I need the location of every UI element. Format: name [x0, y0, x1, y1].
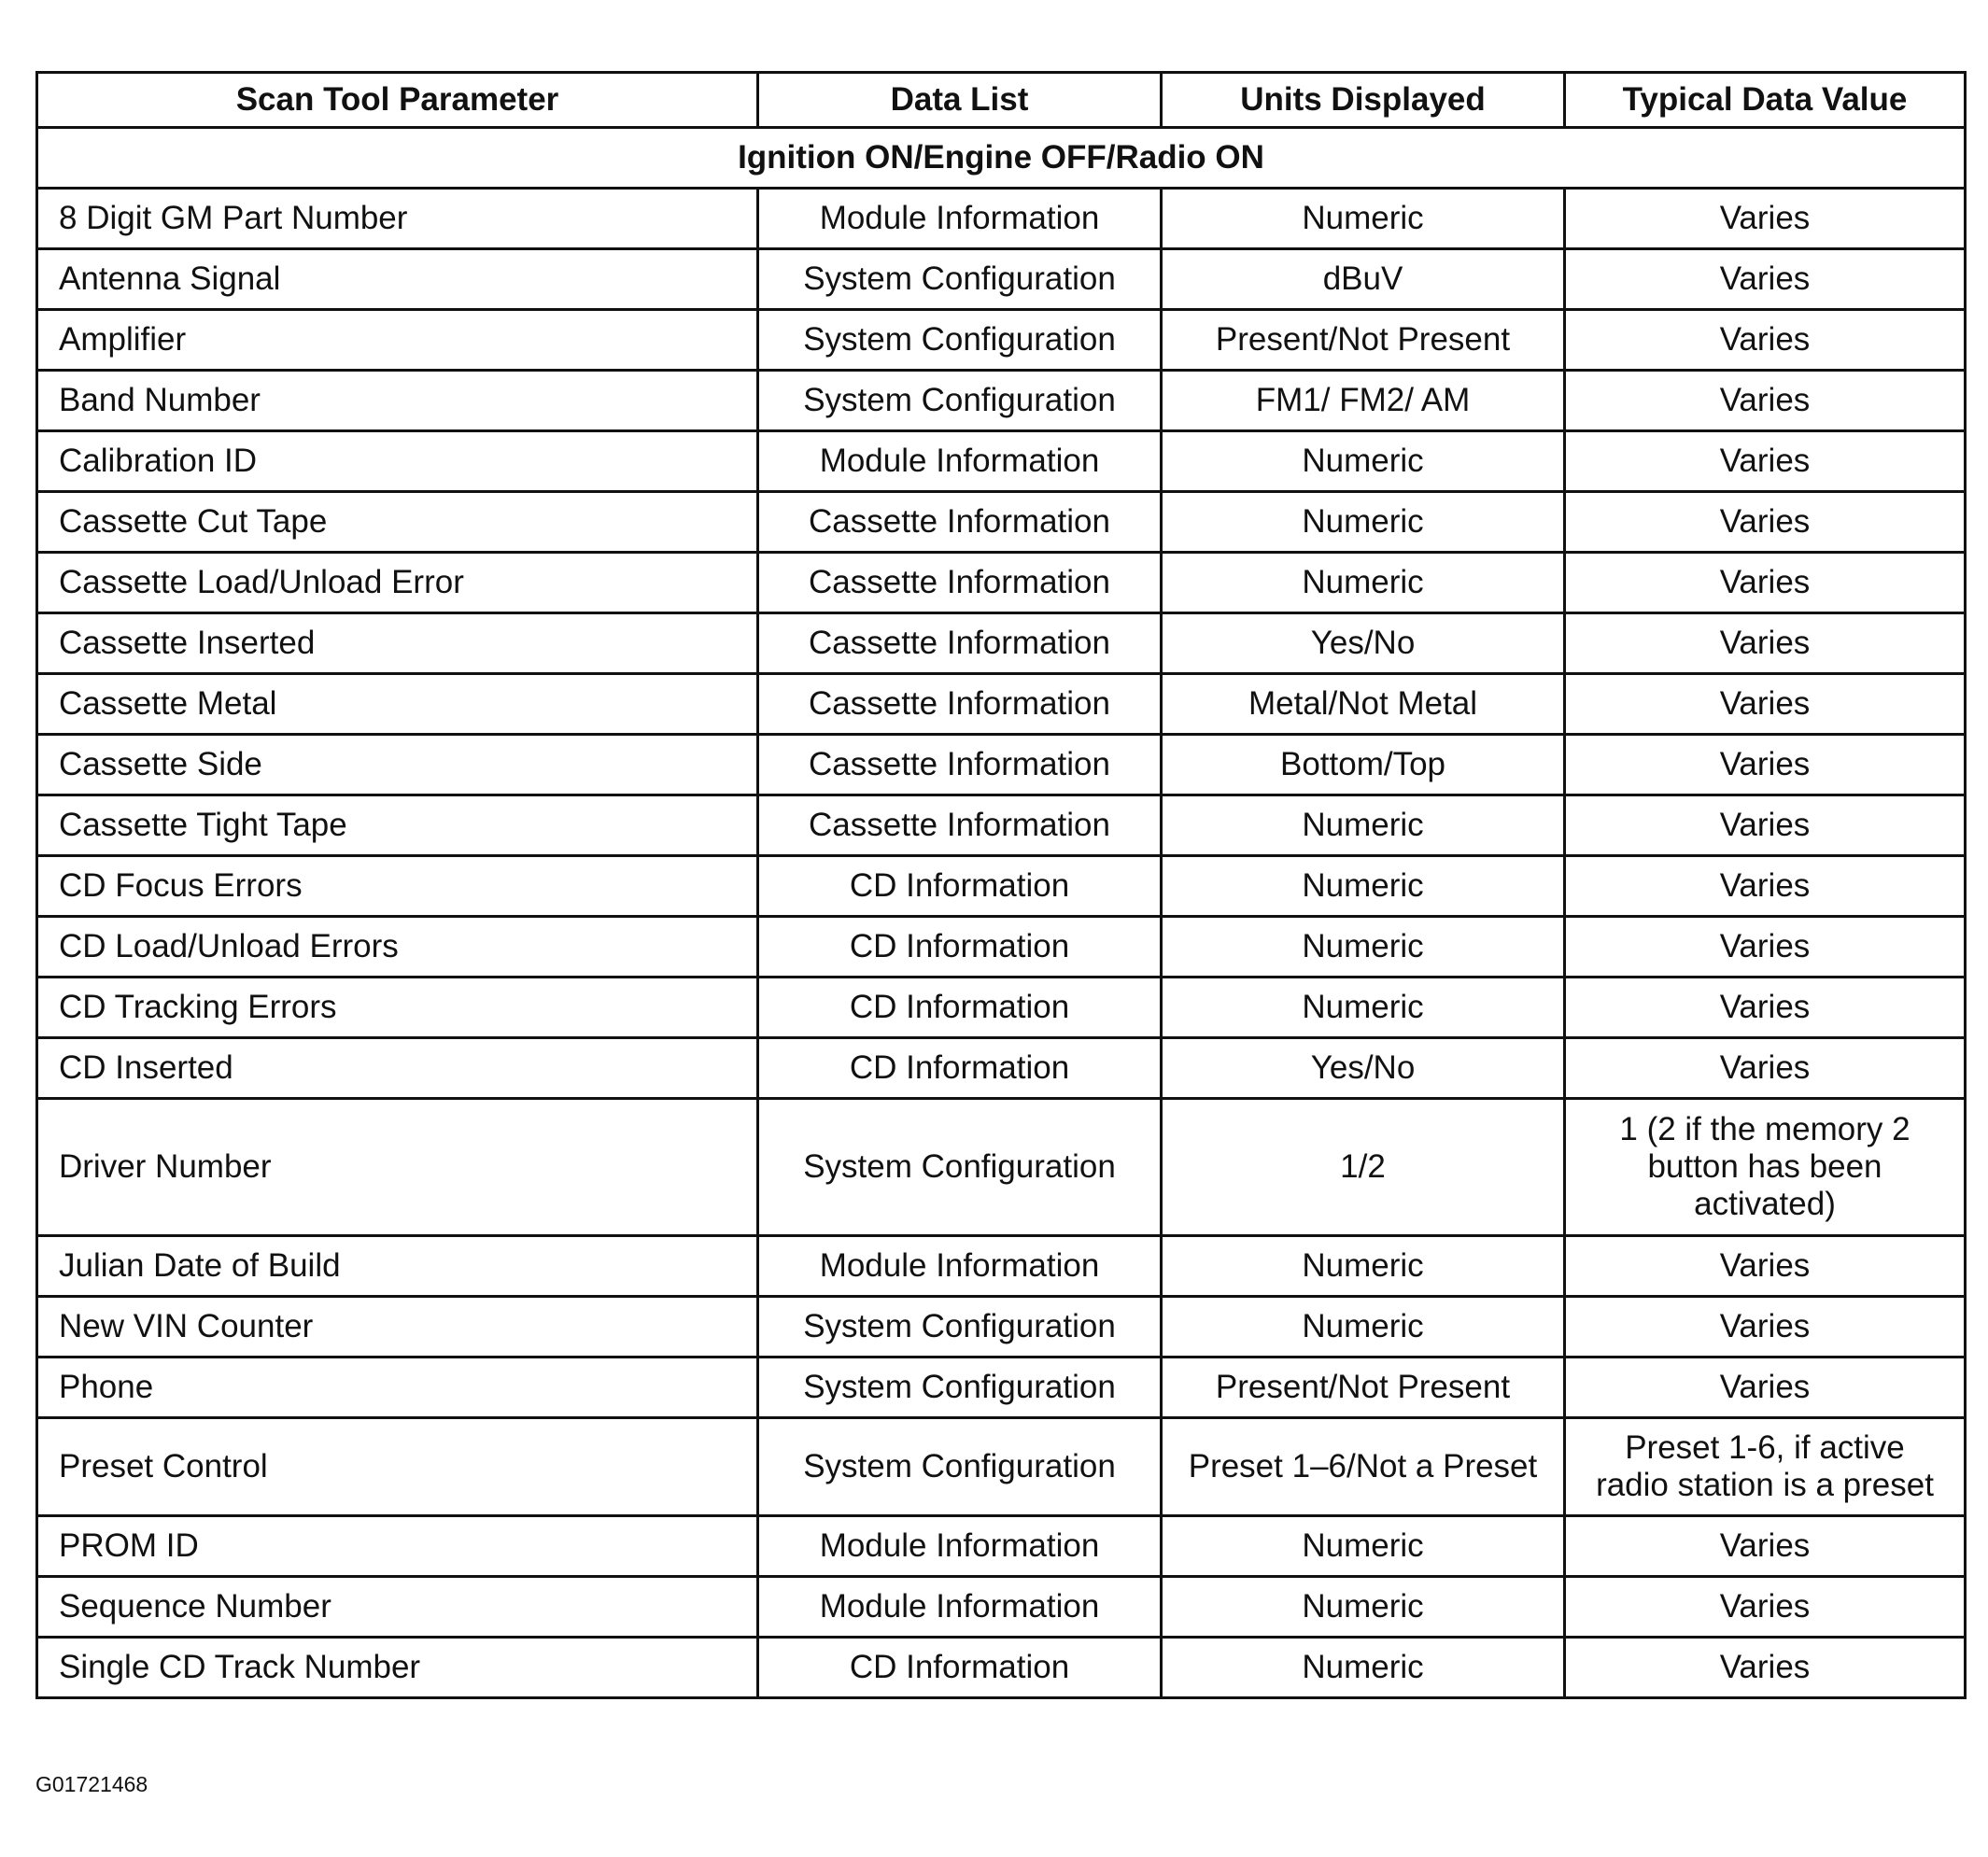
cell-parameter: Phone [37, 1358, 758, 1418]
cell-units: Yes/No [1162, 1038, 1565, 1099]
cell-units: Numeric [1162, 795, 1565, 856]
cell-parameter: Preset Control [37, 1418, 758, 1516]
table-row [37, 249, 1966, 310]
cell-data-list: Module Information [758, 189, 1162, 249]
cell-units: 1/2 [1162, 1099, 1565, 1236]
table-row [37, 856, 1966, 917]
cell-data-list: Module Information [758, 1236, 1162, 1297]
cell-data-list: System Configuration [758, 249, 1162, 310]
cell-data-list: System Configuration [758, 310, 1162, 371]
cell-parameter: Cassette Side [37, 735, 758, 795]
table-row [37, 1297, 1966, 1358]
figure-id: G01721468 [35, 1772, 148, 1796]
cell-typical-value: Preset 1-6, if active radio station is a preset [1565, 1418, 1966, 1516]
data-table [35, 71, 1967, 1699]
cell-units: FM1/ FM2/ AM [1162, 371, 1565, 431]
cell-data-list: CD Information [758, 917, 1162, 978]
cell-parameter: Antenna Signal [37, 249, 758, 310]
cell-data-list: System Configuration [758, 1358, 1162, 1418]
cell-units: Yes/No [1162, 613, 1565, 674]
table-row [37, 795, 1966, 856]
cell-data-list: Cassette Information [758, 553, 1162, 613]
cell-typical-value: Varies [1565, 1577, 1966, 1638]
cell-parameter: Sequence Number [37, 1577, 758, 1638]
cell-parameter: CD Inserted [37, 1038, 758, 1099]
cell-units: Numeric [1162, 1638, 1565, 1698]
header-scan-tool-parameter: Scan Tool Parameter [37, 73, 758, 128]
cell-data-list: System Configuration [758, 1099, 1162, 1236]
table-row [37, 674, 1966, 735]
cell-typical-value: Varies [1565, 310, 1966, 371]
cell-units: dBuV [1162, 249, 1565, 310]
cell-units: Bottom/Top [1162, 735, 1565, 795]
cell-typical-value: Varies [1565, 1038, 1966, 1099]
cell-data-list: Cassette Information [758, 613, 1162, 674]
header-units-displayed: Units Displayed [1162, 73, 1565, 128]
cell-parameter: CD Focus Errors [37, 856, 758, 917]
table-row [37, 1236, 1966, 1297]
cell-typical-value: Varies [1565, 674, 1966, 735]
cell-data-list: CD Information [758, 1038, 1162, 1099]
cell-data-list: Cassette Information [758, 492, 1162, 553]
table-row [37, 553, 1966, 613]
cell-data-list: System Configuration [758, 371, 1162, 431]
cell-typical-value: Varies [1565, 553, 1966, 613]
cell-units: Present/Not Present [1162, 310, 1565, 371]
cell-typical-value: Varies [1565, 795, 1966, 856]
cell-units: Numeric [1162, 978, 1565, 1038]
header-typical-data-value: Typical Data Value [1565, 73, 1966, 128]
cell-units: Numeric [1162, 856, 1565, 917]
cell-typical-value: Varies [1565, 917, 1966, 978]
cell-units: Numeric [1162, 1236, 1565, 1297]
cell-data-list: Module Information [758, 1516, 1162, 1577]
cell-typical-value: Varies [1565, 492, 1966, 553]
cell-typical-value: Varies [1565, 1358, 1966, 1418]
cell-parameter: New VIN Counter [37, 1297, 758, 1358]
cell-parameter: Cassette Inserted [37, 613, 758, 674]
table-row [37, 371, 1966, 431]
cell-parameter: CD Tracking Errors [37, 978, 758, 1038]
section-row [37, 128, 1966, 189]
cell-units: Numeric [1162, 1297, 1565, 1358]
cell-parameter: 8 Digit GM Part Number [37, 189, 758, 249]
cell-parameter: PROM ID [37, 1516, 758, 1577]
cell-typical-value: Varies [1565, 1516, 1966, 1577]
cell-data-list: Module Information [758, 1577, 1162, 1638]
cell-parameter: CD Load/Unload Errors [37, 917, 758, 978]
cell-units: Preset 1–6/Not a Preset [1162, 1418, 1565, 1516]
cell-typical-value: Varies [1565, 431, 1966, 492]
cell-parameter: Cassette Metal [37, 674, 758, 735]
table-row [37, 492, 1966, 553]
cell-units: Metal/Not Metal [1162, 674, 1565, 735]
cell-parameter: Cassette Load/Unload Error [37, 553, 758, 613]
cell-typical-value: Varies [1565, 978, 1966, 1038]
cell-parameter: Cassette Tight Tape [37, 795, 758, 856]
table-row [37, 1418, 1966, 1516]
cell-units: Numeric [1162, 1516, 1565, 1577]
cell-data-list: Module Information [758, 431, 1162, 492]
table-row [37, 1358, 1966, 1418]
scan-tool-data-table [35, 71, 1964, 1699]
table-row [37, 917, 1966, 978]
cell-data-list: System Configuration [758, 1418, 1162, 1516]
cell-data-list: Cassette Information [758, 795, 1162, 856]
cell-parameter: Calibration ID [37, 431, 758, 492]
cell-units: Numeric [1162, 917, 1565, 978]
cell-typical-value: Varies [1565, 371, 1966, 431]
cell-units: Numeric [1162, 431, 1565, 492]
table-row [37, 613, 1966, 674]
cell-units: Numeric [1162, 189, 1565, 249]
cell-parameter: Driver Number [37, 1099, 758, 1236]
cell-units: Present/Not Present [1162, 1358, 1565, 1418]
cell-typical-value: Varies [1565, 1297, 1966, 1358]
cell-parameter: Band Number [37, 371, 758, 431]
cell-typical-value: Varies [1565, 735, 1966, 795]
table-row [37, 189, 1966, 249]
cell-typical-value: Varies [1565, 1236, 1966, 1297]
cell-data-list: CD Information [758, 978, 1162, 1038]
cell-typical-value: 1 (2 if the memory 2 button has been activated) [1565, 1099, 1966, 1236]
cell-typical-value: Varies [1565, 613, 1966, 674]
cell-typical-value: Varies [1565, 189, 1966, 249]
cell-units: Numeric [1162, 553, 1565, 613]
table-row [37, 1577, 1966, 1638]
header-data-list: Data List [758, 73, 1162, 128]
cell-data-list: CD Information [758, 856, 1162, 917]
cell-parameter: Cassette Cut Tape [37, 492, 758, 553]
cell-parameter: Amplifier [37, 310, 758, 371]
table-row [37, 1038, 1966, 1099]
cell-typical-value: Varies [1565, 249, 1966, 310]
header-row [37, 73, 1966, 128]
cell-data-list: CD Information [758, 1638, 1162, 1698]
cell-typical-value: Varies [1565, 1638, 1966, 1698]
table-row [37, 1099, 1966, 1236]
table-row [37, 735, 1966, 795]
cell-data-list: Cassette Information [758, 735, 1162, 795]
table-row [37, 310, 1966, 371]
cell-units: Numeric [1162, 1577, 1565, 1638]
table-row [37, 1638, 1966, 1698]
cell-parameter: Single CD Track Number [37, 1638, 758, 1698]
cell-parameter: Julian Date of Build [37, 1236, 758, 1297]
cell-data-list: System Configuration [758, 1297, 1162, 1358]
cell-data-list: Cassette Information [758, 674, 1162, 735]
cell-units: Numeric [1162, 492, 1565, 553]
table-row [37, 1516, 1966, 1577]
table-row [37, 978, 1966, 1038]
table-row [37, 431, 1966, 492]
section-title: Ignition ON/Engine OFF/Radio ON [37, 128, 1966, 189]
cell-typical-value: Varies [1565, 856, 1966, 917]
